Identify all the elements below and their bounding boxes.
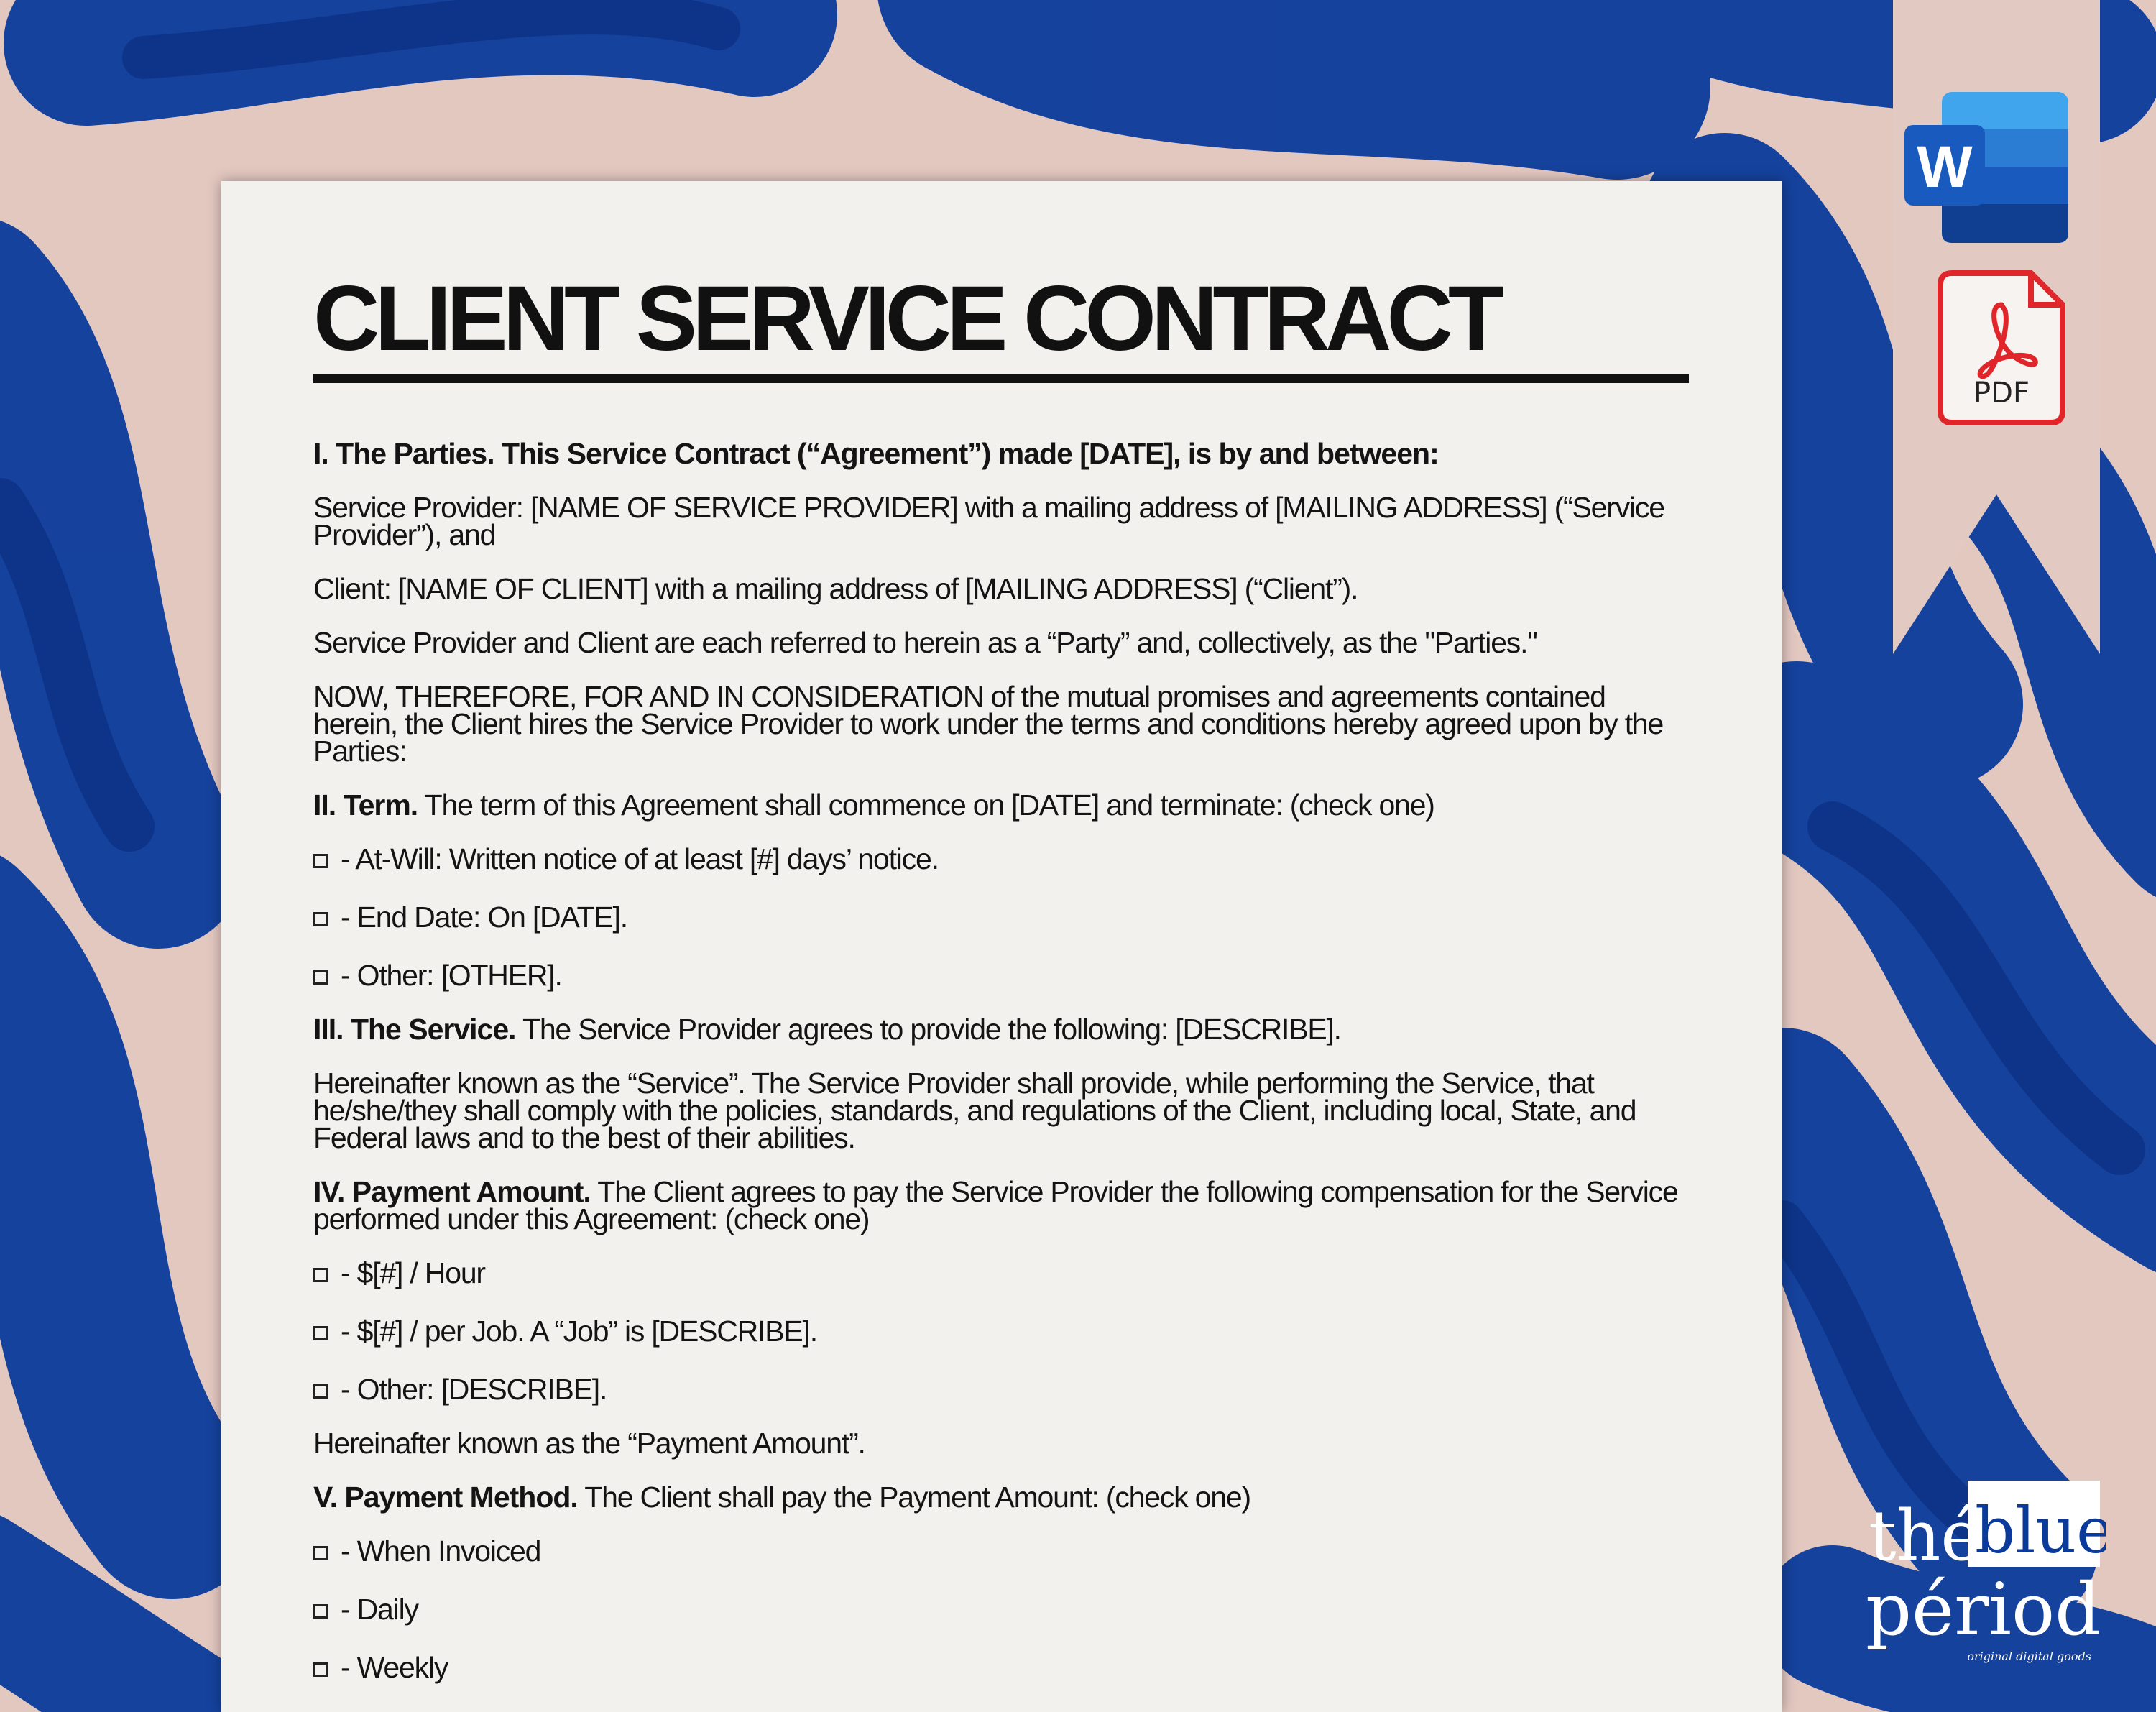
term-option-end-date[interactable]: - End Date: On [DATE]. — [313, 903, 1693, 931]
brand-tagline: original digital goods — [1967, 1649, 2091, 1663]
title-underline — [313, 374, 1689, 383]
contract-body — [313, 437, 1693, 1712]
service-provider-clause: Service Provider: [NAME OF SERVICE PROVIDER] with a mailing address of [MAILING ADDRESS] (“Service Provider”), and — [313, 491, 1664, 551]
brand-logo — [1861, 1475, 2106, 1669]
term-option-at-will[interactable]: - At-Will: Written notice of at least [#] days’ notice. — [313, 845, 1693, 873]
parties-definition: Service Provider and Client are each referred to herein as a “Party” and, collectively, as the "Parties." — [313, 626, 1537, 659]
method-option-invoiced[interactable]: - When Invoiced — [313, 1537, 1693, 1565]
brand-period: périod — [1866, 1568, 2101, 1652]
section-term-heading: II. Term. — [313, 788, 418, 822]
section-service: III. The Service. The Service Provider agrees to provide the following: [DESCRIBE]. — [313, 1013, 1341, 1046]
brand-the: thé — [1869, 1496, 1982, 1576]
section-payment-method: V. Payment Method. The Client shall pay the Payment Amount: (check one) — [313, 1481, 1250, 1514]
brand-blue: blue — [1975, 1494, 2106, 1568]
contract-page — [221, 181, 1782, 1712]
consideration-clause: NOW, THEREFORE, FOR AND IN CONSIDERATION of the mutual promises and agreements contained herein, the Client hires the Service Provider to work under the terms and conditions hereby agreed upon by the Parties: — [313, 680, 1664, 768]
section-term: II. Term. The term of this Agreement shall commence on [DATE] and terminate: (check one) — [313, 788, 1434, 822]
checkbox-icon[interactable] — [313, 1268, 328, 1282]
section-parties-heading: I. The Parties. This Service Contract (“Agreement”) made [DATE], is by and between: — [313, 437, 1439, 470]
pdf-label: PDF — [1973, 377, 2030, 410]
checkbox-icon[interactable] — [313, 970, 328, 985]
term-option-other[interactable]: - Other: [OTHER]. — [313, 962, 1693, 989]
client-clause: Client: [NAME OF CLIENT] with a mailing address of [MAILING ADDRESS] (“Client”). — [313, 572, 1358, 605]
word-letter: W — [1917, 134, 1973, 200]
payment-hereinafter: Hereinafter known as the “Payment Amount”. — [313, 1427, 865, 1460]
checkbox-icon[interactable] — [313, 1384, 328, 1399]
section-payment-method-heading: V. Payment Method. — [313, 1481, 578, 1514]
section-payment-amount-heading: IV. Payment Amount. — [313, 1175, 591, 1208]
method-option-daily[interactable]: - Daily — [313, 1596, 1693, 1623]
pdf-icon[interactable] — [1938, 270, 2065, 425]
service-hereinafter: Hereinafter known as the “Service”. The Service Provider shall provide, while performing the Service, that he/she/they shall comply with the policies, standards, and regulations of the Client, including local, State, and Federal laws and to the best of their abilities. — [313, 1067, 1636, 1154]
section-service-heading: III. The Service. — [313, 1013, 516, 1046]
checkbox-icon[interactable] — [313, 1326, 328, 1340]
payment-option-other[interactable]: - Other: [DESCRIBE]. — [313, 1376, 1693, 1403]
payment-option-job[interactable]: - $[#] / per Job. A “Job” is [DESCRIBE]. — [313, 1317, 1693, 1345]
method-option-weekly[interactable]: - Weekly — [313, 1654, 1693, 1681]
checkbox-icon[interactable] — [313, 1546, 328, 1560]
checkbox-icon[interactable] — [313, 912, 328, 926]
section-payment-amount: IV. Payment Amount. The Client agrees to pay the Service Provider the following compensation for the Service performed under this Agreement: (check one) — [313, 1175, 1678, 1235]
word-icon[interactable] — [1904, 92, 2070, 244]
checkbox-icon[interactable] — [313, 854, 328, 868]
checkbox-icon[interactable] — [313, 1604, 328, 1619]
payment-option-hour[interactable]: - $[#] / Hour — [313, 1259, 1693, 1287]
document-title: CLIENT SERVICE CONTRACT — [313, 267, 1500, 370]
checkbox-icon[interactable] — [313, 1662, 328, 1677]
